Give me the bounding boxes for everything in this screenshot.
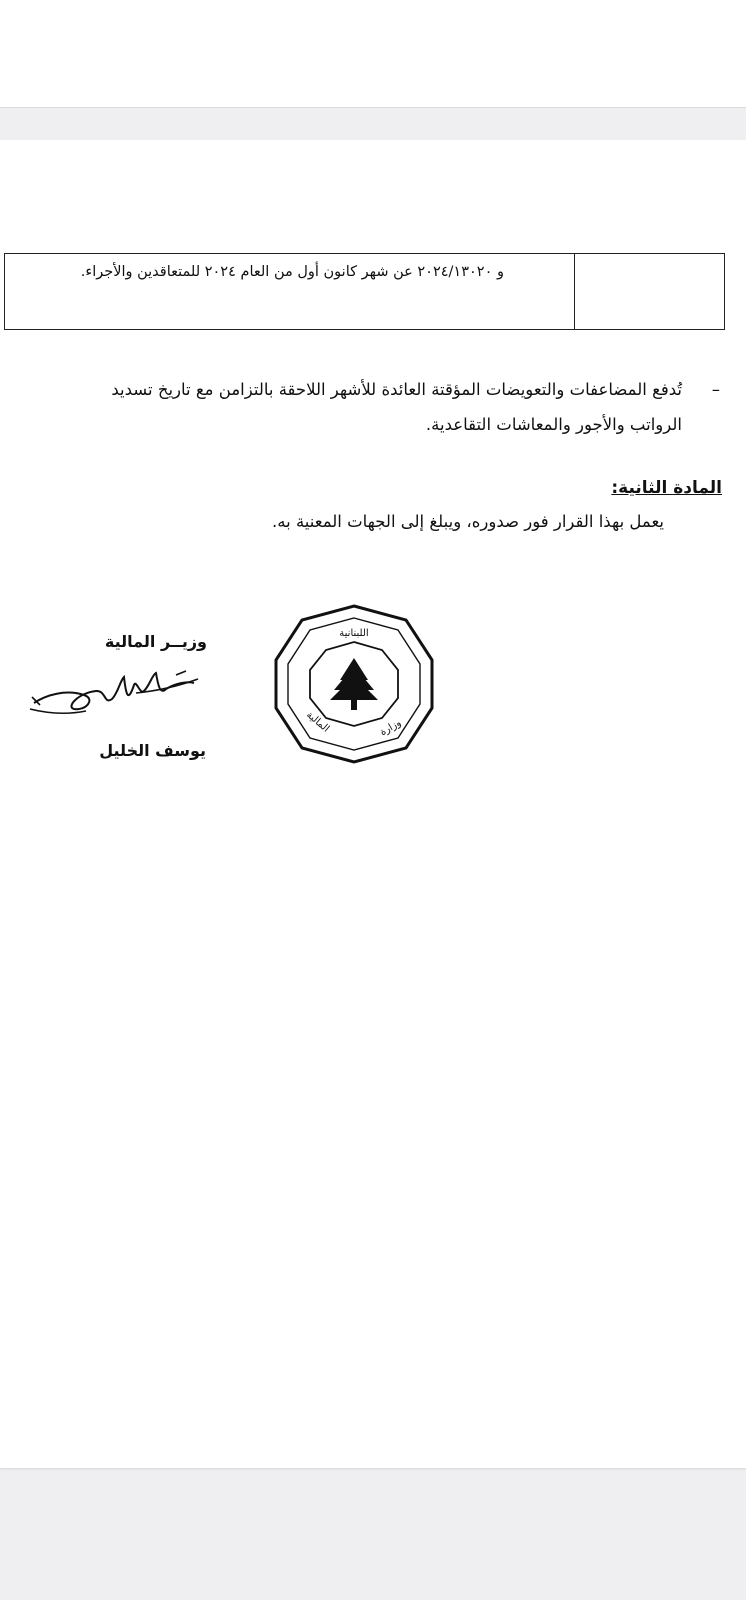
table-cell [5, 254, 574, 329]
ministry-seal [270, 600, 438, 768]
article-heading: المادة الثانية: [611, 478, 722, 498]
document-page [0, 140, 746, 1468]
table-cell-empty [574, 254, 724, 329]
previous-page-bottom [0, 0, 746, 108]
seal-text-right: وزارة [378, 717, 404, 739]
bullet-text: تُدفع المضاعفات والتعويضات المؤقتة العائدة للأشهر اللاحقة بالتزامن مع تاريخ تسديد الرواتب والأجور والمعاشات التقاعدية. [111, 380, 682, 434]
cedar-icon [330, 658, 378, 710]
article-text: يعمل بهذا القرار فور صدوره، ويبلغ إلى الجهات المعنية به. [272, 512, 664, 531]
table-row-text: و ٢٠٢٤/١٣٠٢٠ عن شهر كانون أول من العام ٢٠٢٤ للمتعاقدين والأجراء. [80, 264, 504, 280]
signature-image [26, 665, 206, 725]
bullet-paragraph [62, 372, 720, 442]
bullet-dash: – [711, 380, 720, 399]
signatory-name: يوسف الخليل [99, 741, 206, 760]
table [4, 253, 725, 330]
seal-text-left: المالية [304, 709, 332, 735]
seal-text-top: اللبنانية [339, 628, 369, 639]
signatory-title: وزيــر المالية [104, 632, 207, 651]
